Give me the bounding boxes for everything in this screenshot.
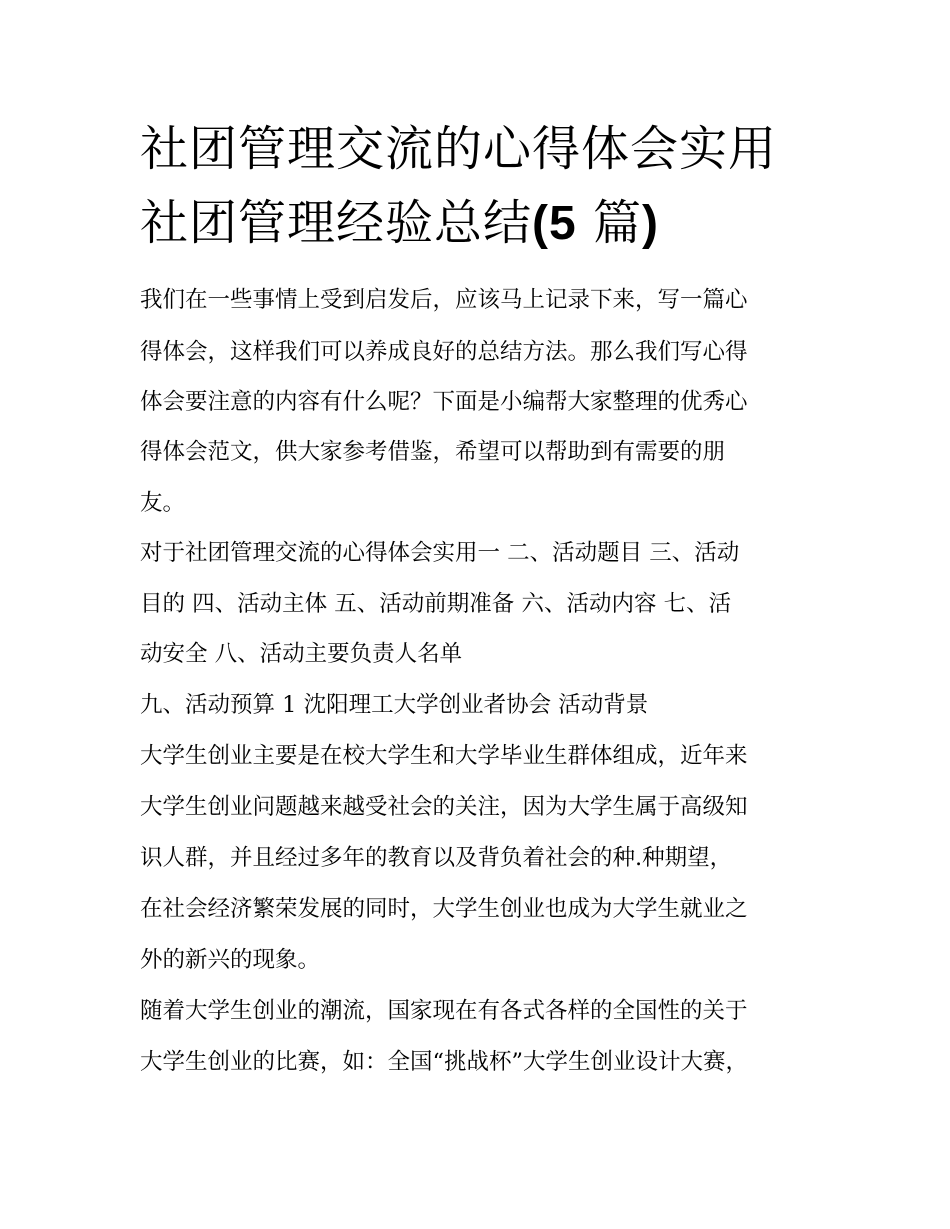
- body-line: 体会要注意的内容有什么呢？下面是小编帮大家整理的优秀心: [140, 389, 748, 415]
- body-line: 动安全 八、活动主要负责人名单: [140, 641, 463, 667]
- body-line: 在社会经济繁荣发展的同时，大学生创业也成为大学生就业之: [140, 896, 748, 922]
- document-title: [140, 112, 840, 261]
- body-line: 得体会范文，供大家参考借鉴，希望可以帮助到有需要的朋: [140, 439, 726, 465]
- title-line-2-end: ): [641, 197, 659, 250]
- body-line: 得体会，这样我们可以养成良好的总结方法。那么我们写心得: [140, 339, 748, 365]
- body-line: 大学生创业主要是在校大学生和大学毕业生群体组成，近年来: [140, 743, 748, 769]
- body-line: 九、活动预算 1 沈阳理工大学创业者协会 活动背景: [140, 692, 649, 718]
- body-line: 大学生创业的比赛，如：全国“挑战杯”大学生创业设计大赛，: [140, 1049, 749, 1075]
- title-line-2-mid: 篇: [576, 195, 642, 251]
- title-line-2: [140, 186, 840, 261]
- title-line-2-count: (5: [532, 197, 577, 250]
- title-line-2-prefix: 社团管理经验总结: [140, 195, 533, 251]
- body-line: 友。: [140, 490, 186, 516]
- body-line: 外的新兴的现象。: [140, 947, 321, 973]
- body-line: 识人群，并且经过多年的教育以及背负着社会的种.种期望，: [140, 845, 733, 871]
- body-line: 对于社团管理交流的心得体会实用一 二、活动题目 三、活动: [140, 540, 740, 566]
- body-line: 大学生创业问题越来越受社会的关注，因为大学生属于高级知: [140, 794, 748, 820]
- body-line: 目的 四、活动主体 五、活动前期准备 六、活动内容 七、活: [140, 591, 732, 617]
- body-line: 随着大学生创业的潮流，国家现在有各式各样的全国性的关于: [140, 998, 748, 1024]
- body-line: 我们在一些事情上受到启发后，应该马上记录下来，写一篇心: [140, 287, 748, 313]
- title-line-1: 社团管理交流的心得体会实用: [140, 121, 778, 177]
